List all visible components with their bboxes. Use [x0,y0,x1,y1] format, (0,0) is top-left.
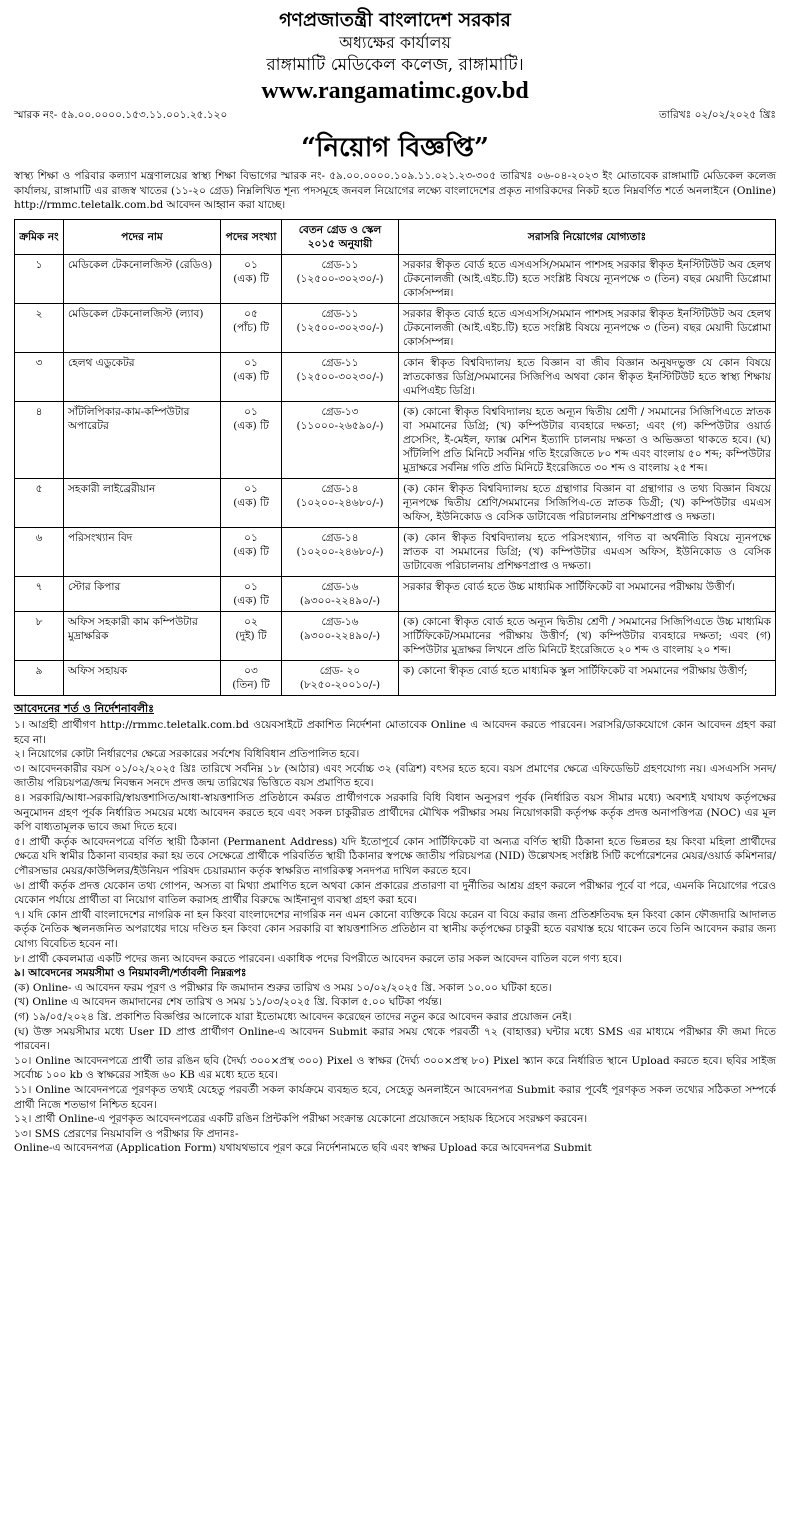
count-number: ০৫ [244,307,258,320]
table-header-row [15,219,776,254]
row-post-count [221,352,282,401]
condition-item: (ঘ) উক্ত সময়সীমার মধ্যে User ID প্রাপ্ত প্রার্থীগণ Online-এ আবেদন Submit করার সময় থেকে পরবর্তী ৭২ (বাহাত্তর) ঘন্টার মধ্যে SMS এর মাধ্যমে পরীক্ষার ফী জমা দিতে পারবেন। [14,1025,776,1053]
row-grade [282,611,399,660]
row-qualification: ক) কোনো স্বীকৃত বোর্ড হতে মাধ্যমিক স্কুল সার্টিফিকেট বা সমমানের পরীক্ষায় উত্তীর্ণ; [399,660,776,695]
condition-item: ৬। প্রার্থী কর্তৃক প্রদত্ত যেকোন তথ্য গোপন, অসত্য বা মিথ্যা প্রমাণিত হলে অথবা কোন প্রকারের প্রতারণা বা দুর্নীতির আশ্রয় গ্রহণ করলে পরীক্ষার পূর্বে বা পরে, এমনকি নিয়োগের পরেও যেকোন পর্যায়ে প্রার্থীতা বা নিয়োগ বাতিল করাসহ প্রার্থীর বিরুদ্ধে আইনানুগ ব্যবস্থা গ্রহণ করা হবে। [14,879,776,907]
grade-label: গ্রেড-১৪ [321,531,359,544]
count-word: (এক) টি [233,272,269,285]
row-qualification: (ক) কোনো স্বীকৃত বোর্ড হতে অন্যূন দ্বিতীয় শ্রেণী / সমমানের সিজিপিএতে উচ্চ মাধ্যমিক সার্টিফিকেট/সমমানের পরীক্ষায় উত্তীর্ণ; (খ) কম্পিউটার ব্যবহারে দক্ষতা; এবং (গ) কম্পিউটার মুদ্রাক্ষর লিখনে প্রতি মিনিটে ইংরেজিতে ২০ শব্দ ও বাংলায় ২০ শব্দ। [399,611,776,660]
row-post-count [221,254,282,303]
header-post-count: পদের সংখ্যা [221,219,282,254]
row-post-name: পরিসংখ্যান বিদ [64,527,221,576]
row-qualification: (ক) কোন স্বীকৃত বিশ্ববিদ্যালয় হতে গ্রন্থাগার বিজ্ঞান বা গ্রন্থাগার ও তথ্য বিজ্ঞান বিষয়ে ন্যূনপক্ষে দ্বিতীয় শ্রেণি/সমমানের সিজিপিএ-তে স্নাতক ডিগ্রী; (খ) কম্পিউটার এমএস অফিস, ইউনিকোড ও বেসিক ডাটাবেজ পরিচালনায় প্রশিক্ষণপ্রাপ্ত ও দক্ষতা। [399,478,776,527]
pay-scale: (১০২০০-২৪৬৮০/-) [296,496,384,509]
condition-item: (গ) ১৯/০৫/২০২৪ খ্রি. প্রকাশিত বিজ্ঞপ্তির আলোকে যারা ইতোমধ্যে আবেদন করেছেন তাদের নতুন করে আবেদন করার প্রয়োজন নেই। [14,1010,572,1023]
website-link[interactable]: www.rangamatimc.gov.bd [261,78,529,104]
header-post-name: পদের নাম [64,219,221,254]
row-post-name: মেডিকেল টেকনোলজিস্ট (রেডিও) [64,254,221,303]
row-qualification: (ক) কোন স্বীকৃত বিশ্ববিদ্যালয় হতে পরিসংখ্যান, গণিত বা অর্থনীতি বিষয়ে ন্যূনপক্ষে স্নাতক বা সমমানের ডিগ্রি; (খ) কম্পিউটার এমএস অফিস, ইউনিকোড ও বেসিক ডাটাবেজ পরিচালনায় প্রশিক্ষণপ্রাপ্ত ও দক্ষতা। [399,527,776,576]
count-word: (তিন) টি [232,678,270,691]
notice-title: “নিয়োগ বিজ্ঞপ্তি” [301,133,489,163]
table-row [15,527,776,576]
condition-item: ১০। Online আবেদনপত্রে প্রার্থী তার রঙিন ছবি (দৈর্ঘ্য ৩০০×প্রস্থ ৩০০) Pixel ও স্বাক্ষর (দৈর্ঘ্য ৩০০×প্রস্থ ৮০) Pixel স্ক্যান করে নির্ধারিত স্থানে Upload করতে হবে। ছবির সাইজ সর্বোচ্চ ১০০ kb ও স্বাক্ষরের সাইজ ৬০ KB এর মধ্যে হতে হবে। [14,1054,776,1082]
condition-item: ৭। যদি কোন প্রার্থী বাংলাদেশের নাগরিক না হন কিংবা বাংলাদেশের নাগরিক নন এমন কোনো ব্যক্তিকে বিয়ে করেন বা বিয়ে করার জন্য প্রতিশ্রুতিবদ্ধ হন কিংবা কোন ফৌজদারি আদালত কর্তৃক নৈতিক স্খলনজনিত অপরাধের দায়ে দণ্ডিত হন কিংবা কোন সরকারি বা স্বায়ত্তশাসিত প্রতিষ্ঠান বা স্থানীয় কর্তৃপক্ষের চাকুরী হতে বরখাস্ত হয়ে থাকেন তবে তিনি আবেদন করার জন্য যোগ্য বিবেচিত হবেন না। [14,908,776,950]
count-word: (পাঁচ) টি [232,321,270,334]
row-serial: ২ [15,303,64,352]
condition-item: ১১। Online আবেদনপত্রে পূরণকৃত তথ্যই যেহেতু পরবর্তী সকল কার্যক্রমে ব্যবহৃত হবে, সেহেতু অনলাইনে আবেদনপত্র Submit করার পূর্বেই পূরণকৃত সকল তথ্যের সঠিকতা সম্পর্কে প্রার্থী নিজে শতভাগ নিশ্চিত হবেন। [14,1083,776,1111]
header-grade: বেতন গ্রেড ও স্কেল ২০১৫ অনুযায়ী [282,219,399,254]
count-number: ০১ [244,482,258,495]
table-row [15,254,776,303]
pay-scale: (১২৫০০-৩০২৩০/-) [296,272,384,285]
table-row [15,401,776,478]
conditions-title: আবেদনের শর্ত ও নির্দেশনাবলীঃ [14,701,155,715]
memo-line [14,108,776,125]
count-word: (এক) টি [233,594,269,607]
row-post-name: সহকারী লাইব্রেরীয়ান [64,478,221,527]
count-word: (দুই) টি [235,629,267,642]
row-grade [282,576,399,611]
row-post-count [221,576,282,611]
condition-item: ১। আগ্রহী প্রার্থীগণ http://rmmc.teletalk.com.bd ওয়েবসাইটে প্রকাশিত নির্দেশনা মোতাবেক Online এ আবেদন করতে পারবেন। সরাসরি/ডাকযোগে কোন আবেদন গ্রহণ করা হবে না। [14,719,776,746]
condition-item: ২। নিয়োগের কোটা নির্ধারণের ক্ষেত্রে সরকারের সর্বশেষ বিধিবিধান প্রতিপালিত হবে। [14,748,360,761]
grade-label: গ্রেড-১৪ [321,482,359,495]
condition-item: ৩। আবেদনকারীর বয়স ০১/০২/২০২৫ খ্রিঃ তারিখে সর্বনিম্ন ১৮ (আঠার) এবং সর্বোচ্চ ৩২ (বত্রিশ) বৎসর হতে হবে। বয়স প্রমাণের ক্ষেত্রে এফিডেভিট গ্রহণযোগ্য নয়। এসএসসি সনদ/জাতীয় পরিচয়পত্র/জন্ম নিবন্ধন সনদে প্রদত্ত জন্ম তারিখের ভিত্তিতে বয়স প্রমাণিত হবে। [14,762,776,790]
header-serial: ক্রমিক নং [15,219,64,254]
condition-item: ১৩। SMS প্রেরণের নিয়মাবলি ও পরীক্ষার ফি প্রদানঃ- [14,1127,239,1140]
row-post-count [221,478,282,527]
count-word: (এক) টি [233,419,269,432]
memo-number: স্মারক নং- ৫৯.০০.০০০০.১৫৩.১১.০০১.২৫.১২০ [14,109,228,121]
row-grade [282,303,399,352]
pay-scale: (৯৩০০-২২৪৯০/-) [299,594,381,607]
row-post-name: হেলথ এডুকেটর [64,352,221,401]
row-grade [282,401,399,478]
row-post-name: অফিস সহায়ক [64,660,221,695]
condition-item: ৮। প্রার্থী কেবলমাত্র একটি পদের জন্য আবেদন করতে পারবেন। একাধিক পদের বিপরীতে আবেদন করলে তার সকল আবেদন বাতিল বলে গণ্য হবে। [14,952,622,965]
pay-scale: (১২৫০০-৩০২৩০/-) [296,370,384,383]
grade-label: গ্রেড-১৬ [321,615,359,628]
college-name: রাঙ্গামাটি মেডিকেল কলেজ, রাঙ্গামাটি। [266,55,524,75]
count-number: ০১ [244,258,258,271]
posts-table [14,219,776,696]
table-row [15,611,776,660]
grade-label: গ্রেড-১১ [321,258,359,271]
row-qualification: সরকার স্বীকৃত বোর্ড হতে এসএসসি/সমমান পাশসহ সরকার স্বীকৃত ইনস্টিটিউট অব হেলথ টেকনোলজী (আই.এইচ.টি) হতে সংশ্লিষ্ট বিষয়ে ন্যূনপক্ষে ৩ (তিন) বছর মেয়াদী ডিপ্লোমা কোর্সসম্পন্ন। [399,254,776,303]
pay-scale: (১১০০০-২৬৫৯০/-) [296,419,384,432]
row-grade [282,478,399,527]
conditions-section [14,702,776,1156]
row-post-name: সাঁটলিপিকার-কাম-কম্পিউটার অপারেটর [64,401,221,478]
table-row [15,478,776,527]
count-word: (এক) টি [233,545,269,558]
row-post-count [221,303,282,352]
condition-item: (ক) Online- এ আবেদন ফরম পূরণ ও পরীক্ষার ফি জমাদান শুরুর তারিখ ও সময় ১০/০২/২০২৫ খ্রি. সকাল ১০.০০ ঘটিকা হতে। [14,981,552,994]
pay-scale: (১২৫০০-৩০২৩০/-) [296,321,384,334]
row-serial: ৮ [15,611,64,660]
row-serial: ১ [15,254,64,303]
grade-label: গ্রেড-১১ [321,307,359,320]
row-post-name: মেডিকেল টেকনোলজিস্ট (ল্যাব) [64,303,221,352]
condition-item: ১২। প্রার্থী Online-এ পূরণকৃত আবেদনপত্রের একটি রঙিন প্রিন্টকপি পরীক্ষা সংক্রান্ত যেকোনো প্রয়োজনে সহায়ক হিসেবে সংরক্ষণ করবেন। [14,1113,588,1126]
row-grade [282,527,399,576]
count-number: ০২ [244,615,258,628]
row-post-count [221,527,282,576]
row-post-name: অফিস সহকারী কাম কম্পিউটার মুদ্রাক্ষরিক [64,611,221,660]
row-serial: ৫ [15,478,64,527]
count-number: ০৩ [244,664,258,677]
pay-scale: (৮২৫০-২০০১০/-) [299,678,381,691]
notice-date: তারিখঃ ০২/০২/২০২৫ খ্রিঃ [659,109,776,121]
table-row [15,303,776,352]
pay-scale: (৯৩০০-২২৪৯০/-) [299,629,381,642]
grade-label: গ্রেড-১৬ [321,580,359,593]
row-qualification: সরকার স্বীকৃত বোর্ড হতে এসএসসি/সমমান পাশসহ সরকার স্বীকৃত ইনস্টিটিউট অব হেলথ টেকনোলজী (আই.এইচ.টি) হতে সংশ্লিষ্ট বিষয়ে ন্যূনপক্ষে ৩ (তিন) বছর মেয়াদী ডিপ্লোমা কোর্সসম্পন্ন। [399,303,776,352]
row-post-name: স্টোর কিপার [64,576,221,611]
table-row [15,352,776,401]
count-number: ০১ [244,580,258,593]
condition-item: ৫। প্রার্থী কর্তৃক আবেদনপত্রে বর্ণিত স্থায়ী ঠিকানা (Permanent Address) যদি ইতোপূর্বে কোন সার্টিফিকেট বা অন্যত্র বর্ণিত স্থায়ী ঠিকানা হতে ভিন্নতর হয় কিংবা মহিলা প্রার্থীদের ক্ষেত্রে যদি স্বামীর ঠিকানা ব্যবহার করা হয় তবে সেক্ষেত্রে প্রার্থীকে পরিবর্তিত স্থায়ী ঠিকানার স্বপক্ষে জাতীয় পরিচয়পত্র (NID) উল্লেখসহ সংশ্লিষ্ট সিটি কর্পোরেশনের মেয়র/ওয়ার্ড কমিশনার/পৌরসভার মেয়র/কাউন্সিলর/ইউনিয়ন পরিষদ চেয়ারম্যান কর্তৃক স্বাক্ষরিত নাগরিকত্ব সনদপত্র দাখিল করতে হবে। [14,835,776,878]
row-qualification: (ক) কোনো স্বীকৃত বিশ্ববিদ্যালয় হতে অন্যূন দ্বিতীয় শ্রেণী / সমমানের সিজিপিএতে স্নাতক বা সমমানের ডিগ্রি; (খ) কম্পিউটার ব্যবহারে দক্ষতা; এবং (গ) কম্পিউটার ওয়ার্ড প্রসেসিং, ই-মেইল, ফ্যাক্স মেশিন ইত্যাদি চালনায় দক্ষতা ও অভিজ্ঞতা থাকতে হবে। (ঘ) সাঁটলিপি প্রতি মিনিটে সর্বনিম্ন গতি ইংরেজিতে ৮০ শব্দ এবং বাংলায় ৫০ শব্দ; কম্পিউটার মুদ্রাক্ষরে সর্বনিম্ন গতি প্রতি মিনিটে ইংরেজিতে ৩০ শব্দ ও বাংলায় ২৫ শব্দ। [399,401,776,478]
row-grade [282,352,399,401]
count-word: (এক) টি [233,370,269,383]
table-row [15,576,776,611]
row-grade [282,254,399,303]
government-name: গণপ্রজাতন্ত্রী বাংলাদেশ সরকার [279,9,511,31]
pay-scale: (১০২০০-২৪৬৮০/-) [296,545,384,558]
header-qualification: সরাসরি নিয়োগের যোগ্যতাঃ [399,219,776,254]
office-name: অধ্যক্ষের কার্যালয় [339,33,451,52]
table-row [15,660,776,695]
condition-item: ৯। আবেদনের সময়সীমা ও নিয়মাবলী/শর্তাবলী নিম্নরূপঃ [14,967,247,980]
condition-item: (খ) Online এ আবেদন জমাদানের শেষ তারিখ ও সময় ১১/০৩/২০২৫ খ্রি. বিকাল ৫.০০ ঘটিকা পর্যন্ত। [14,996,443,1009]
grade-label: গ্রেড-১১ [321,356,359,369]
count-word: (এক) টি [233,496,269,509]
grade-label: গ্রেড-১৩ [321,405,359,418]
row-serial: ৭ [15,576,64,611]
condition-item: ৪। সরকারি/আধা-সরকারি/স্বায়ত্তশাসিত/আধা-স্বায়ত্তশাসিত প্রতিষ্ঠানে কর্মরত প্রার্থীগণকে সরকারি বিধি বিধান অনুসরণ পূর্বক (নির্ধারিত বয়স সীমার মধ্যে) অবশ্যই যথাযথ কর্তৃপক্ষের অনুমোদন গ্রহণ পূর্বক নির্ধারিত সময়ের মধ্যে আবেদন করতে হবে এবং সকল চাকুরীরত প্রার্থীদের মৌখিক পরীক্ষার সময় নিয়োগকারী কর্তৃপক্ষ কর্তৃক প্রদত্ত অনাপত্তিপত্র (NOC) এর মূল কপি বাধ্যতামূলক ভাবে জমা দিতে হবে। [14,792,776,834]
intro-paragraph: স্বাস্থ্য শিক্ষা ও পরিবার কল্যাণ মন্ত্রণালয়ের স্বাস্থ্য শিক্ষা বিভাগের স্মারক নং- ৫৯.০০.০০০০.১০৯.১১.০২১.২৩-৩০৫ তারিখঃ ০৬-০৪-২০২৩ ইং মোতাবেক রাঙ্গামাটি মেডিকেল কলেজ কার্যালয়, রাঙ্গামাটি এর রাজস্ব খাতের (১১-২০ গ্রেড) নিম্নলিখিত শূন্য পদসমূহে জনবল নিয়োগের লক্ষ্যে বাংলাদেশের প্রকৃত নাগরিকদের নিকট হতে নিম্নবর্ণিত শর্তে অনলাইনে (Online) http://rmmc.teletalk.com.bd আবেদন আহ্বান করা যাচ্ছে। [14,170,776,211]
row-serial: ৩ [15,352,64,401]
row-qualification: কোন স্বীকৃত বিশ্ববিদ্যালয় হতে বিজ্ঞান বা জীব বিজ্ঞান অনুষদভুক্ত যে কোন বিষয়ে স্নাতকোত্তর ডিগ্রি/সমমানের সিজিপিএ অথবা কোন স্বীকৃত ইনস্টিটিউট হতে স্বাস্থ্য শিক্ষায় এমপিএইচ ডিগ্রি। [399,352,776,401]
row-grade [282,660,399,695]
count-number: ০১ [244,531,258,544]
grade-label: গ্রেড- ২০ [319,664,361,677]
count-number: ০১ [244,356,258,369]
row-serial: ৯ [15,660,64,695]
count-number: ০১ [244,405,258,418]
row-post-count [221,660,282,695]
row-post-count [221,611,282,660]
condition-item: Online-এ আবেদনপত্র (Application Form) যথাযথভাবে পূরণ করে নির্দেশনামতে ছবি এবং স্বাক্ষর Upload করে আবেদনপত্র Submit [14,1142,592,1155]
row-serial: ৪ [15,401,64,478]
row-serial: ৬ [15,527,64,576]
row-post-count [221,401,282,478]
row-qualification: সরকার স্বীকৃত বোর্ড হতে উচ্চ মাধ্যমিক সার্টিফিকেট বা সমমানের পরীক্ষায় উত্তীর্ণ। [399,576,776,611]
